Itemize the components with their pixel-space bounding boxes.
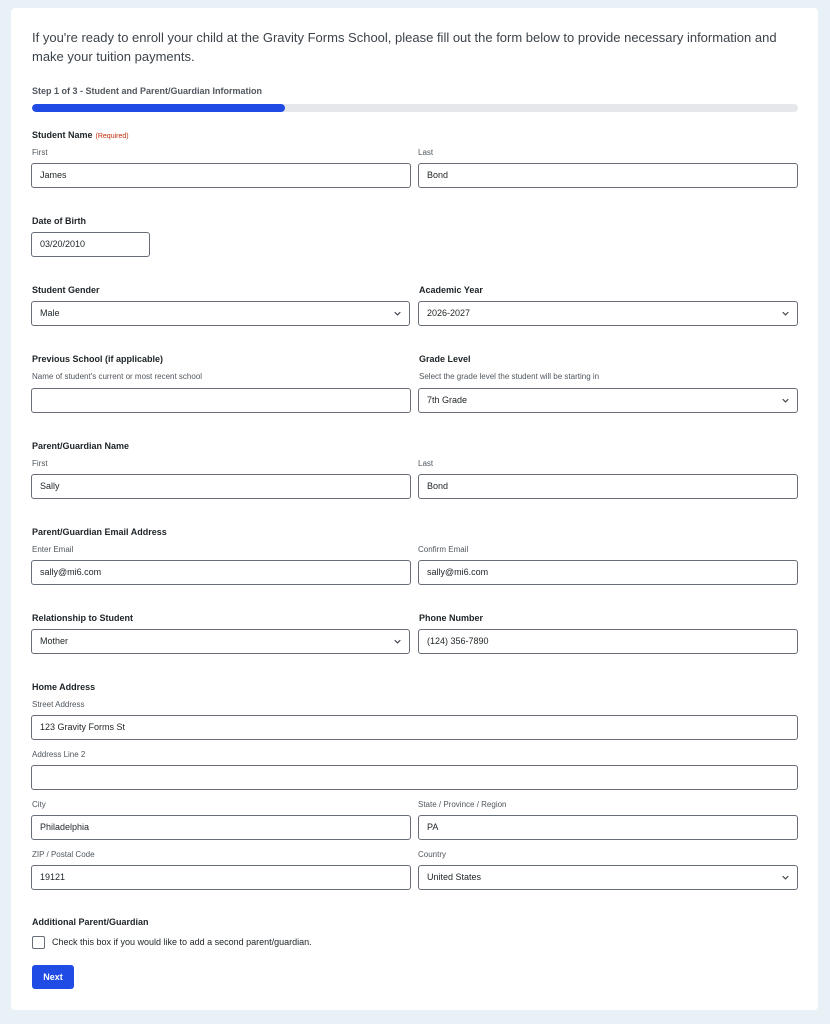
phone-input[interactable]: (124) 356-7890 — [418, 629, 798, 654]
chevron-down-icon — [782, 310, 789, 317]
parent-email-label: Parent/Guardian Email Address — [32, 527, 167, 537]
dob-label: Date of Birth — [32, 216, 86, 226]
academic-year-label: Academic Year — [419, 285, 483, 295]
country-select[interactable] — [418, 865, 798, 890]
grade-level-select-value: 7th Grade — [427, 395, 468, 405]
country-select-value: United States — [427, 872, 482, 882]
step-title: Step 1 of 3 - Student and Parent/Guardian Information — [32, 86, 263, 96]
chevron-down-icon — [782, 874, 789, 881]
parent-first-name-input[interactable]: Sally — [31, 474, 411, 499]
address-line2-input[interactable] — [31, 765, 798, 790]
additional-parent-label: Additional Parent/Guardian — [32, 917, 149, 927]
previous-school-label: Previous School (if applicable) — [32, 354, 164, 364]
relationship-select-value: Mother — [40, 636, 69, 646]
academic-year-select[interactable] — [418, 301, 798, 326]
student-last-sublabel: Last — [418, 148, 434, 157]
form-card — [11, 8, 818, 1010]
previous-school-input[interactable] — [31, 388, 411, 413]
student-first-sublabel: First — [32, 148, 48, 157]
chevron-down-icon — [394, 310, 401, 317]
student-last-name-input[interactable]: Bond — [418, 163, 798, 188]
parent-first-sublabel: First — [32, 459, 48, 468]
dob-input[interactable]: 03/20/2010 — [31, 232, 150, 257]
progress-bar — [32, 104, 798, 112]
grade-level-label: Grade Level — [419, 354, 471, 364]
relationship-select[interactable] — [31, 629, 410, 654]
confirm-email-input[interactable]: sally@mi6.com — [418, 560, 798, 585]
enter-email-sublabel: Enter Email — [32, 545, 74, 554]
state-sublabel: State / Province / Region — [418, 800, 507, 809]
state-input[interactable]: PA — [418, 815, 798, 840]
previous-school-description: Name of student's current or most recent school — [32, 372, 203, 381]
gender-label: Student Gender — [32, 285, 100, 295]
intro-text: If you're ready to enroll your child at the Gravity Forms School, please fill out the form below to provide necessary information and make your tuition payments. — [32, 30, 777, 64]
zip-sublabel: ZIP / Postal Code — [32, 850, 95, 859]
gender-select[interactable] — [31, 301, 410, 326]
parent-last-name-input[interactable]: Bond — [418, 474, 798, 499]
zip-input[interactable]: 19121 — [31, 865, 411, 890]
relationship-label: Relationship to Student — [32, 613, 133, 623]
parent-name-label: Parent/Guardian Name — [32, 441, 130, 451]
address-line2-sublabel: Address Line 2 — [32, 750, 86, 759]
student-first-name-input[interactable]: James — [31, 163, 411, 188]
street-address-sublabel: Street Address — [32, 700, 85, 709]
required-indicator: (Required) — [95, 133, 129, 140]
additional-parent-checkbox-label[interactable]: Check this box if you would like to add a second parent/guardian. — [52, 937, 312, 947]
chevron-down-icon — [394, 638, 401, 645]
student-name-label: Student Name (Required) — [32, 130, 129, 140]
confirm-email-sublabel: Confirm Email — [418, 545, 469, 554]
academic-year-select-value: 2026-2027 — [427, 308, 471, 318]
additional-parent-checkbox[interactable] — [32, 936, 45, 949]
next-button[interactable]: Next — [32, 965, 74, 989]
email-input[interactable]: sally@mi6.com — [31, 560, 411, 585]
country-sublabel: Country — [418, 850, 447, 859]
parent-last-sublabel: Last — [418, 459, 434, 468]
grade-level-select[interactable] — [418, 388, 798, 413]
home-address-label: Home Address — [32, 682, 96, 692]
chevron-down-icon — [782, 397, 789, 404]
street-address-input[interactable]: 123 Gravity Forms St — [31, 715, 798, 740]
city-sublabel: City — [32, 800, 46, 809]
gender-select-value: Male — [40, 308, 60, 318]
phone-label: Phone Number — [419, 613, 484, 623]
city-input[interactable]: Philadelphia — [31, 815, 411, 840]
grade-level-description: Select the grade level the student will be starting in — [419, 372, 600, 381]
progress-bar-fill — [32, 104, 285, 112]
